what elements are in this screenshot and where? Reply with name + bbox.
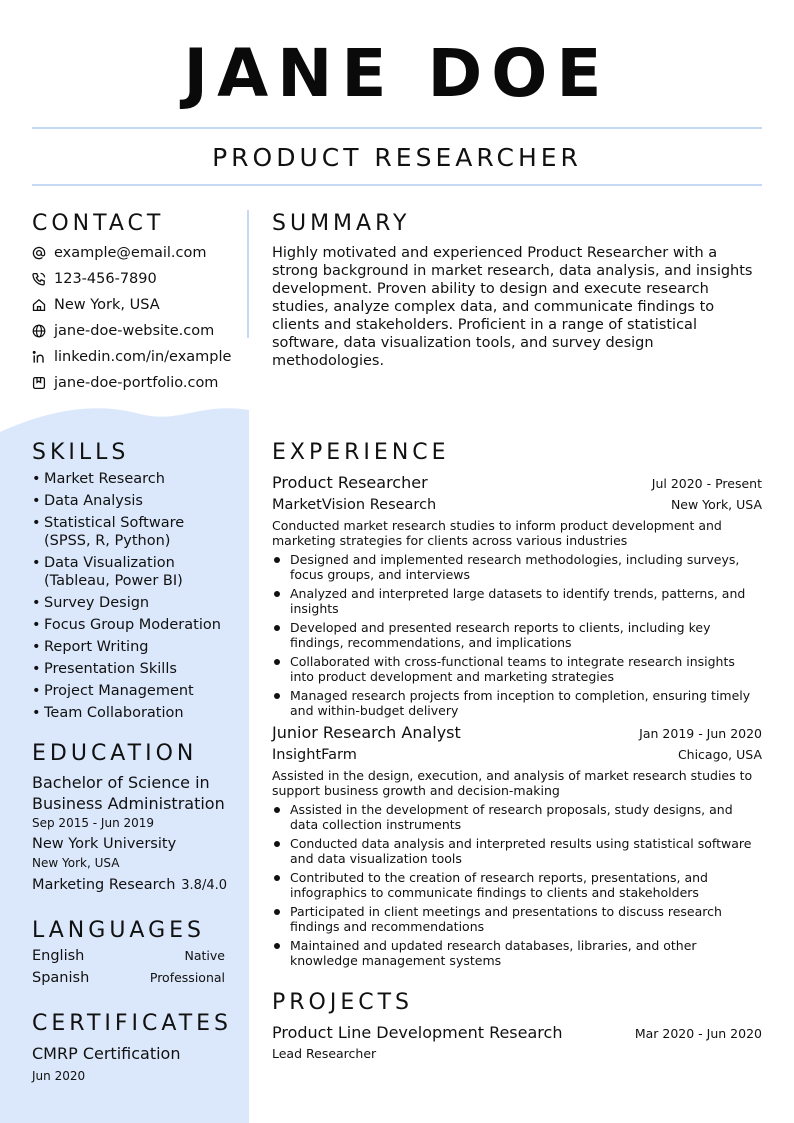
bullet-item: Collaborated with cross-functional teams to integrate research insights into product development and marketing strategies [272, 654, 762, 684]
bullet-item: Managed research projects from inception to completion, ensuring timely and within-budget delivery [272, 688, 762, 718]
job-bullets [272, 802, 762, 968]
job-dates: Jan 2019 - Jun 2020 [639, 726, 762, 741]
summary-heading: SUMMARY [272, 211, 411, 236]
linkedin-icon [32, 350, 46, 364]
bullet-item: Designed and implemented research methodologies, including surveys, focus groups, and interviews [272, 552, 762, 582]
languages-heading: LANGUAGES [32, 918, 205, 943]
job-entry-1 [272, 472, 762, 722]
contact-portfolio[interactable] [32, 370, 242, 396]
certificate-entry [32, 1044, 232, 1088]
job-title: Product Researcher [272, 473, 428, 492]
header-top-rule [32, 127, 762, 129]
skill-item: • Team Collaboration [32, 704, 232, 722]
job-location: Chicago, USA [677, 747, 762, 762]
home-icon [32, 298, 46, 312]
contact-list [32, 240, 242, 396]
language-name: Spanish [32, 970, 90, 986]
language-row [32, 948, 225, 970]
at-icon [32, 246, 46, 260]
project-entry [272, 1022, 762, 1064]
certificate-name: CMRP Certification [32, 1044, 181, 1063]
skill-item: • Data Analysis [32, 492, 232, 510]
bullet-item: Conducted data analysis and interpreted results using statistical software and data visualization tools [272, 836, 762, 866]
job-description: Assisted in the design, execution, and analysis of market research studies to support business growth and decision-making [272, 768, 753, 798]
candidate-name: JANE DOE [183, 35, 611, 112]
bullet-item: Analyzed and interpreted large datasets to identify trends, patterns, and insights [272, 586, 762, 616]
project-header-row [272, 1022, 762, 1044]
degree: Bachelor of Science in Business Administration [32, 773, 225, 813]
school-name: New York University [32, 836, 177, 852]
skill-item: • Market Research [32, 470, 232, 488]
portfolio-icon [32, 376, 46, 390]
column-divider [247, 210, 249, 338]
language-level: Professional [149, 970, 225, 985]
summary-text: Highly motivated and experienced Product Researcher with a strong background in market research, data analysis, and insights development. Proven ability to design and execute research studies, analyze complex data, and communicate findings to clients and stakeholders. Proficient in a range of statistical software, data visualization tools, and survey design methodologies. [272, 245, 753, 369]
school-location: New York, USA [32, 856, 120, 870]
certificates-heading: CERTIFICATES [32, 1011, 233, 1036]
contact-website[interactable] [32, 318, 242, 344]
skill-item: • Focus Group Moderation [32, 616, 232, 634]
projects-heading: PROJECTS [272, 990, 414, 1015]
gpa: 3.8/4.0 [181, 878, 227, 893]
contact-portfolio-text: jane-doe-portfolio.com [54, 375, 219, 391]
globe-icon [32, 324, 46, 338]
project-name: Product Line Development Research [272, 1023, 563, 1042]
contact-email-text: example@email.com [54, 245, 207, 261]
skill-item: • Statistical Software (SPSS, R, Python) [32, 514, 232, 550]
contact-email[interactable] [32, 240, 242, 266]
contact-linkedin-text: linkedin.com/in/example [54, 349, 232, 365]
education-heading: EDUCATION [32, 741, 198, 766]
contact-linkedin[interactable] [32, 344, 242, 370]
contact-location-text: New York, USA [54, 297, 160, 313]
company-name: InsightFarm [272, 747, 357, 763]
phone-icon [32, 272, 46, 286]
language-level: Native [184, 948, 225, 963]
job-company-row [272, 494, 762, 516]
education-entry [32, 772, 227, 897]
project-dates: Mar 2020 - Jun 2020 [634, 1026, 762, 1041]
skill-item: • Survey Design [32, 594, 232, 612]
bullet-item: Contributed to the creation of research reports, presentations, and infographics to communicate findings to clients and stakeholders [272, 870, 762, 900]
job-title: Junior Research Analyst [272, 723, 461, 742]
job-description: Conducted market research studies to inform product development and marketing strategies for clients across various industries [272, 518, 722, 548]
certificate-date: Jun 2020 [32, 1069, 86, 1083]
skill-item: • Project Management [32, 682, 232, 700]
job-header-row [272, 722, 762, 744]
skill-item: • Data Visualization (Tableau, Power BI) [32, 554, 232, 590]
job-dates: Jul 2020 - Present [651, 476, 762, 491]
job-title: PRODUCT RESEARCHER [212, 143, 582, 172]
bullet-item: Assisted in the development of research proposals, study designs, and data collection instruments [272, 802, 762, 832]
skill-item: • Report Writing [32, 638, 232, 656]
contact-location [32, 292, 242, 318]
contact-phone[interactable] [32, 266, 242, 292]
job-entry-2 [272, 722, 762, 972]
bullet-item: Maintained and updated research databases, libraries, and other knowledge management systems [272, 938, 762, 968]
language-row [32, 970, 225, 992]
job-bullets [272, 552, 762, 718]
languages-list [32, 948, 225, 992]
education-dates: Sep 2015 - Jun 2019 [32, 816, 155, 830]
skills-heading: SKILLS [32, 440, 130, 465]
experience-heading: EXPERIENCE [272, 440, 450, 465]
job-company-row [272, 744, 762, 766]
job-header-row [272, 472, 762, 494]
header-bottom-rule [32, 184, 762, 186]
field-of-study: Marketing Research [32, 877, 176, 893]
contact-phone-text: 123-456-7890 [54, 271, 157, 287]
bullet-item: Developed and presented research reports to clients, including key findings, recommendations, and implications [272, 620, 762, 650]
language-name: English [32, 948, 85, 964]
job-location: New York, USA [670, 497, 762, 512]
bullet-item: Participated in client meetings and presentations to discuss research findings and recommendations [272, 904, 762, 934]
skill-item: • Presentation Skills [32, 660, 232, 678]
project-role: Lead Researcher [272, 1046, 377, 1061]
company-name: MarketVision Research [272, 497, 437, 513]
education-field-row [32, 874, 227, 897]
contact-heading: CONTACT [32, 211, 165, 236]
contact-website-text: jane-doe-website.com [54, 323, 215, 339]
skills-list [32, 470, 232, 726]
